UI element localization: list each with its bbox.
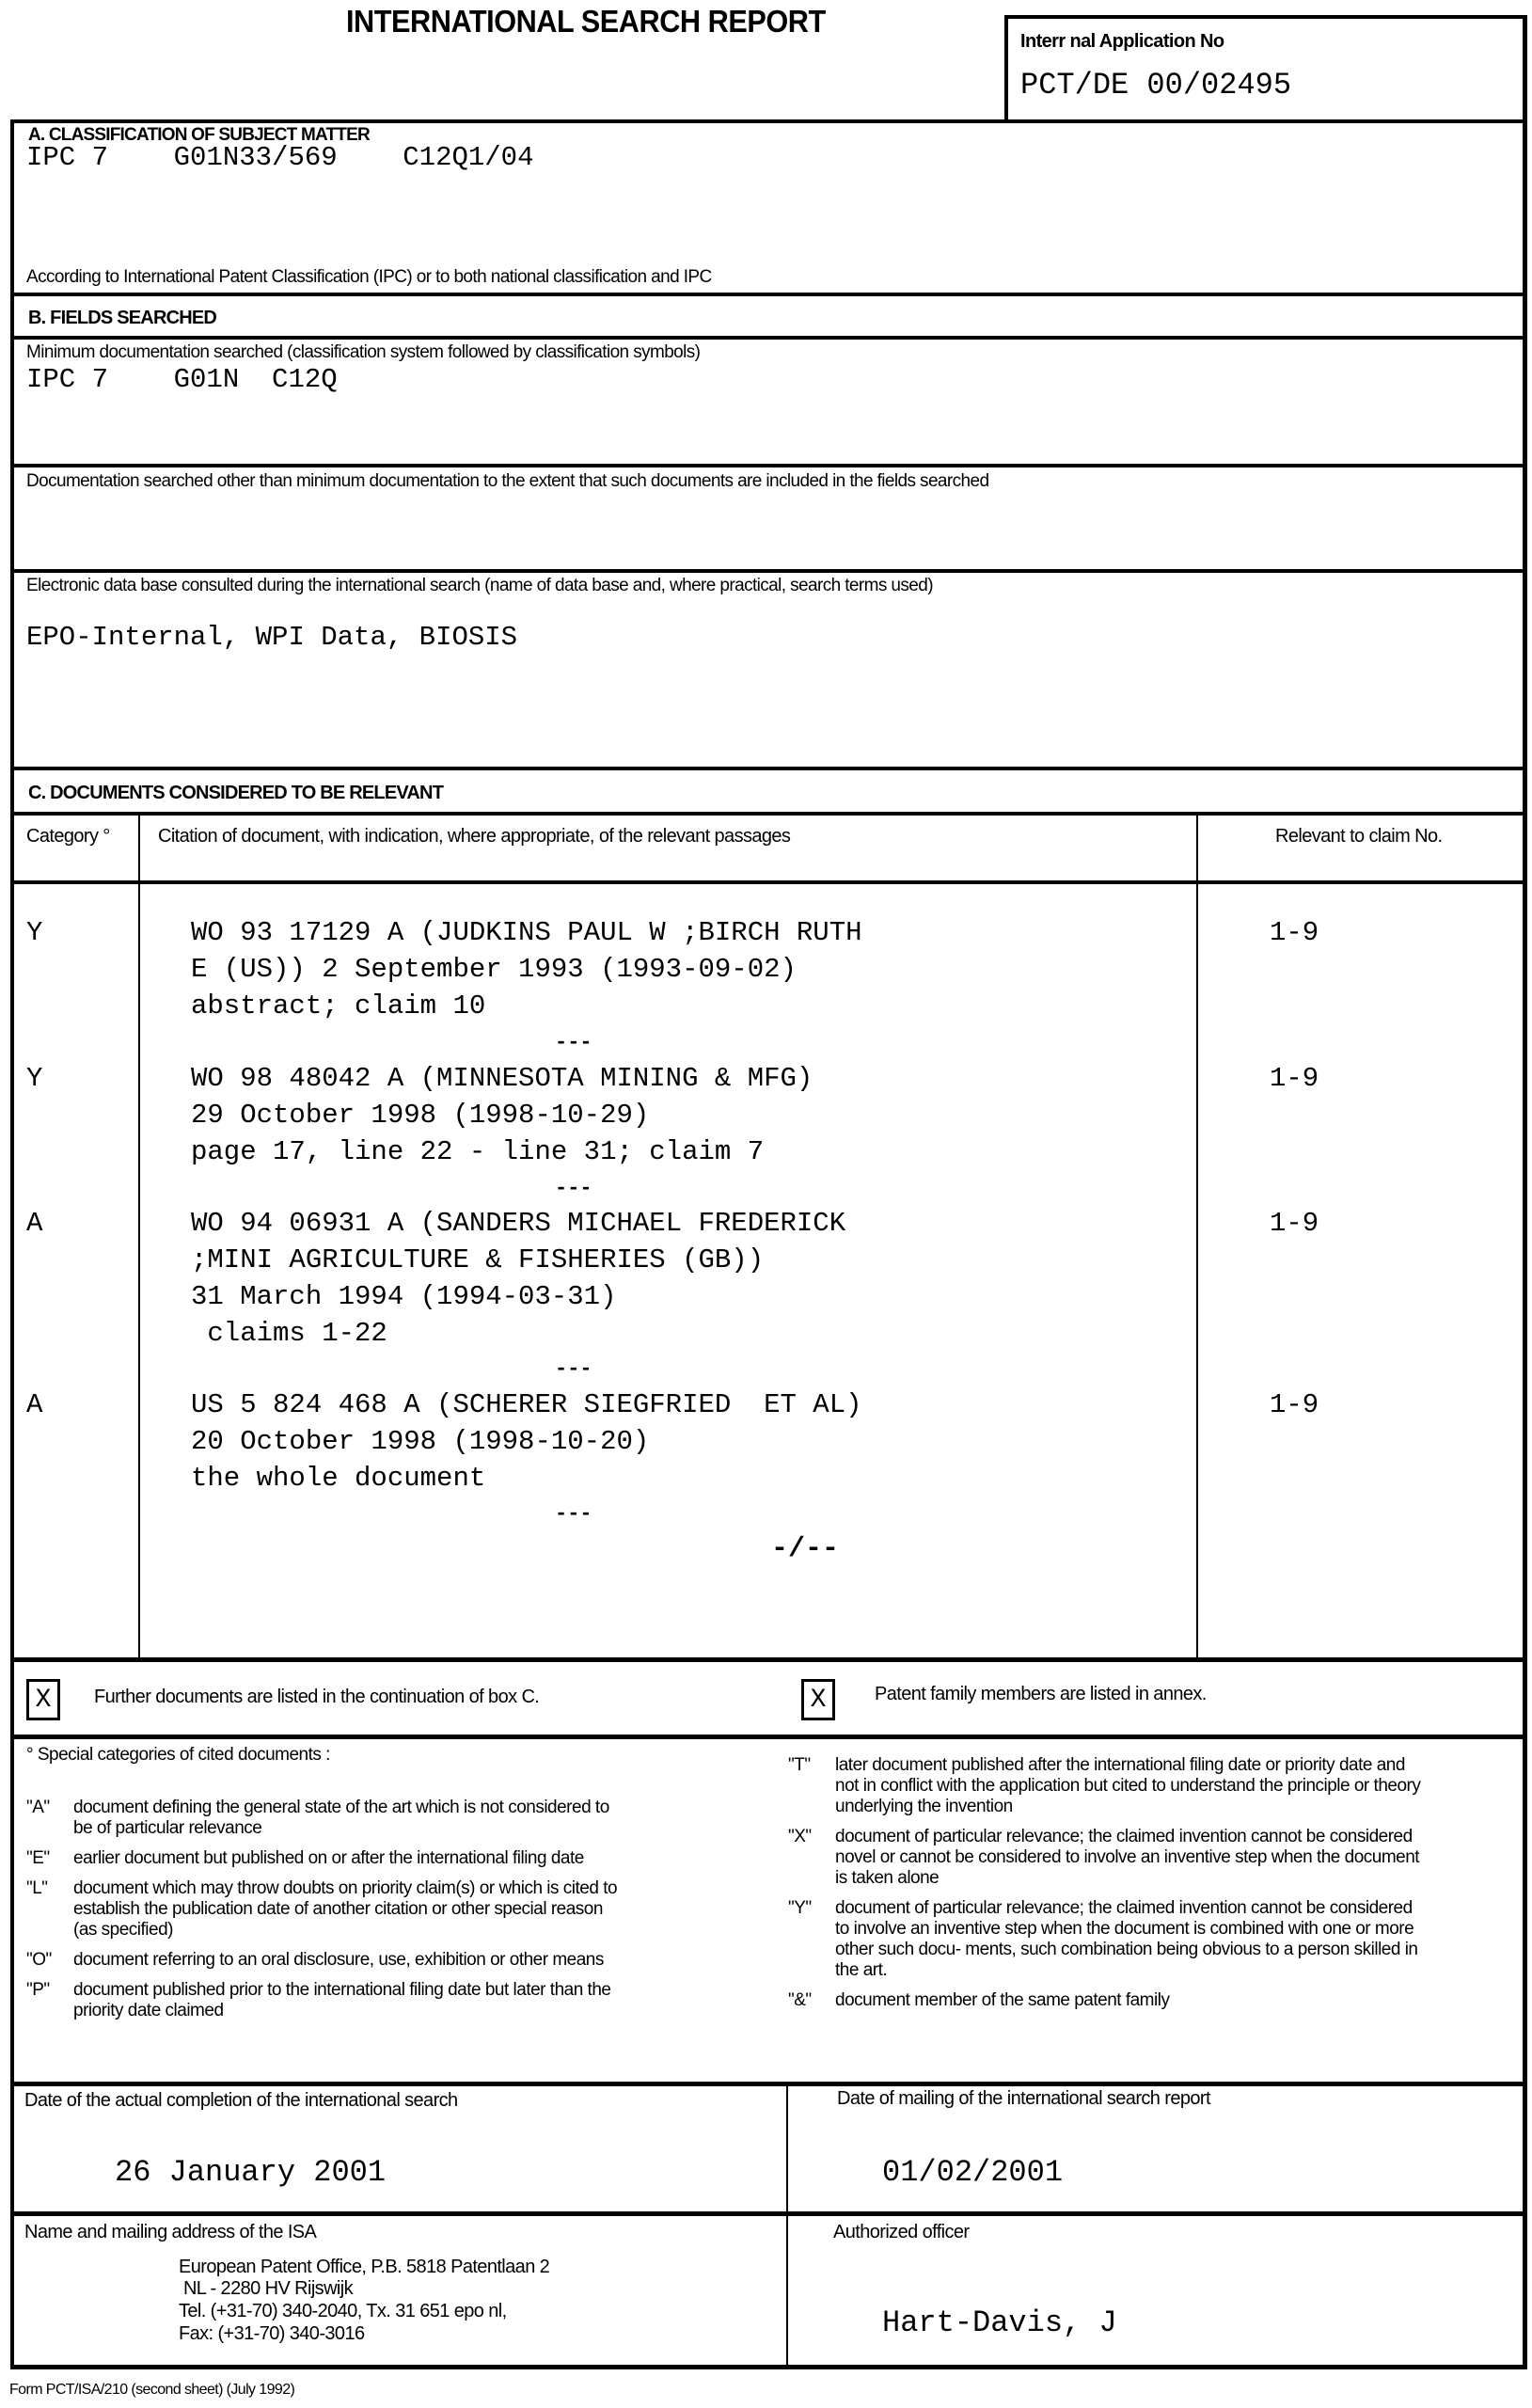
section-b-heading: B. FIELDS SEARCHED [28, 308, 216, 329]
citation-separator: --- [555, 1177, 592, 1200]
electronic-db-value: EPO-Internal, WPI Data, BIOSIS [26, 619, 517, 656]
electronic-top [10, 569, 1527, 573]
category-definition [26, 1950, 628, 1971]
application-number-label: Interr nal Application No [1020, 31, 1224, 53]
category-code: "O" [26, 1950, 52, 1971]
col-category-header: Category ° [26, 826, 110, 848]
relevant-claims: 1-9 [1270, 1060, 1319, 1097]
category-definition [788, 1898, 1428, 1981]
citation-line: 31 March 1994 (1994-03-31) [191, 1278, 616, 1315]
category-text: document referring to an oral disclosure, use, exhibition or other means [73, 1950, 628, 1971]
row-category: A [26, 1205, 42, 1242]
form-footer: Form PCT/ISA/210 (second sheet) (July 1992) [9, 2382, 294, 2399]
category-text: document member of the same patent family [835, 1990, 1428, 2011]
mailing-date-label: Date of mailing of the international search report [837, 2088, 1210, 2110]
category-text: earlier document but published on or after the international filing date [73, 1848, 628, 1869]
isa-label: Name and mailing address of the ISA [24, 2222, 316, 2243]
category-text: document which may throw doubts on priority claim(s) or which is cited to establish the publication date of another citation or other special reason (as specified) [73, 1878, 628, 1941]
category-definition [788, 1827, 1428, 1889]
table-header-top [10, 812, 1527, 816]
frame-bottom [10, 2365, 1527, 2369]
ipc-note: According to International Patent Classification (IPC) or to both national classification and IPC [26, 267, 712, 288]
min-doc-value: IPC 7 G01N C12Q [26, 361, 338, 398]
citation-line: 20 October 1998 (1998-10-20) [191, 1423, 649, 1460]
app-box-left-border [1004, 15, 1008, 122]
col-relevant-header: Relevant to claim No. [1275, 826, 1442, 848]
completion-date-label: Date of the actual completion of the international search [24, 2090, 458, 2112]
relevant-claims: 1-9 [1270, 1205, 1319, 1242]
table-bottom [10, 1657, 1527, 1662]
citation-separator: --- [555, 1031, 592, 1054]
col-citation-header: Citation of document, with indication, where appropriate, of the relevant passages [158, 826, 790, 848]
category-text: later document published after the international filing date or priority date and not in conflict with the application but cited to understand the principle or theory underlying the invention [835, 1755, 1428, 1817]
further-docs-label: Further documents are listed in the continuation of box C. [94, 1687, 539, 1708]
category-definition [26, 1878, 628, 1941]
col-divider-category [138, 812, 140, 1658]
min-doc-top [10, 336, 1527, 340]
isa-address-line: Fax: (+31-70) 340-3016 [179, 2323, 364, 2345]
isa-address-line: Tel. (+31-70) 340-2040, Tx. 31 651 epo nl, [179, 2301, 507, 2322]
category-definition [788, 1755, 1428, 1817]
other-doc-label: Documentation searched other than minimum documentation to the extent that such documents are included in the fields searched [26, 471, 988, 492]
patent-family-checkbox[interactable]: X [801, 1679, 835, 1720]
continued-marker: -/-- [771, 1533, 839, 1565]
citation-line: WO 93 17129 A (JUDKINS PAUL W ;BIRCH RUTH [191, 914, 862, 951]
category-text: document of particular relevance; the claimed invention cannot be considered novel or cannot be considered to involve an inventive step when the document is taken alone [835, 1827, 1428, 1889]
category-code: "P" [26, 1980, 50, 2001]
citation-line: abstract; claim 10 [191, 988, 485, 1024]
citation-line: E (US)) 2 September 1993 (1993-09-02) [191, 951, 797, 988]
frame-right [1523, 15, 1527, 2368]
authorized-officer-label: Authorized officer [833, 2222, 969, 2243]
citation-line: ;MINI AGRICULTURE & FISHERIES (GB)) [191, 1242, 764, 1278]
application-number: PCT/DE 00/02495 [1020, 68, 1291, 103]
citation-line: the whole document [191, 1460, 485, 1497]
app-box-top-border [1004, 15, 1526, 19]
category-code: "E" [26, 1848, 50, 1869]
col-divider-relevant [1196, 812, 1198, 1658]
citation-line: 29 October 1998 (1998-10-29) [191, 1097, 649, 1133]
report-title: INTERNATIONAL SEARCH REPORT [346, 4, 826, 40]
checkbox-row-bottom [10, 1735, 1527, 1739]
category-definition [26, 1980, 628, 2021]
category-definition [26, 1798, 628, 1839]
table-header-bottom [10, 880, 1527, 884]
category-code: "A" [26, 1798, 50, 1818]
category-code: "T" [788, 1755, 811, 1776]
electronic-db-label: Electronic data base consulted during the international search (name of data base and, where practical, search terms used) [26, 576, 933, 596]
isa-address-line: European Patent Office, P.B. 5818 Patentlaan 2 [179, 2257, 549, 2278]
section-c-top [10, 767, 1527, 770]
section-a-heading: A. CLASSIFICATION OF SUBJECT MATTER [28, 125, 370, 146]
section-a-top [10, 119, 1527, 123]
patent-family-label: Patent family members are listed in annex. [875, 1684, 1207, 1705]
further-docs-checkbox[interactable]: X [26, 1679, 60, 1720]
mailing-date: 01/02/2001 [882, 2155, 1063, 2190]
category-code: "L" [26, 1878, 48, 1899]
category-definition [788, 1990, 1428, 2011]
relevant-claims: 1-9 [1270, 1386, 1319, 1423]
relevant-claims: 1-9 [1270, 914, 1319, 951]
min-doc-label: Minimum documentation searched (classification system followed by classification symbols) [26, 342, 700, 363]
authorized-officer-name: Hart-Davis, J [882, 2305, 1117, 2340]
frame-left [10, 120, 14, 2368]
citation-line: WO 94 06931 A (SANDERS MICHAEL FREDERICK [191, 1205, 845, 1242]
isa-top [10, 2211, 1527, 2216]
isa-address-line: NL - 2280 HV Rijswijk [179, 2278, 353, 2300]
category-text: document published prior to the international filing date but later than the priority date claimed [73, 1980, 628, 2021]
category-code: "X" [788, 1827, 812, 1847]
citation-line: claims 1-22 [191, 1315, 387, 1352]
citation-separator: --- [555, 1357, 592, 1381]
row-category: Y [26, 1060, 42, 1097]
special-categories-left [26, 1798, 628, 2029]
category-definition [26, 1848, 628, 1869]
dates-top [10, 2082, 1527, 2086]
dates-divider [786, 2082, 788, 2367]
citation-line: WO 98 48042 A (MINNESOTA MINING & MFG) [191, 1060, 813, 1097]
citation-line: US 5 824 468 A (SCHERER SIEGFRIED ET AL) [191, 1386, 862, 1423]
special-categories-right [788, 1755, 1428, 2019]
section-c-heading: C. DOCUMENTS CONSIDERED TO BE RELEVANT [28, 783, 443, 804]
citation-line: page 17, line 22 - line 31; claim 7 [191, 1133, 764, 1170]
category-text: document of particular relevance; the claimed invention cannot be considered to involve an inventive step when the document is combined with one or more other such docu- ments, such combination being obvious to a person skilled in the art. [835, 1898, 1428, 1981]
category-code: "Y" [788, 1898, 812, 1919]
category-code: "&" [788, 1990, 812, 2011]
category-text: document defining the general state of the art which is not considered to be of particular relevance [73, 1798, 628, 1839]
section-b-top [10, 293, 1527, 296]
ipc-classification: IPC 7 G01N33/569 C12Q1/04 [26, 139, 534, 176]
other-doc-top [10, 464, 1527, 467]
row-category: A [26, 1386, 42, 1423]
completion-date: 26 January 2001 [115, 2155, 386, 2190]
citation-separator: --- [555, 1502, 592, 1526]
row-category: Y [26, 914, 42, 951]
special-categories-heading: ° Special categories of cited documents : [26, 1745, 330, 1766]
